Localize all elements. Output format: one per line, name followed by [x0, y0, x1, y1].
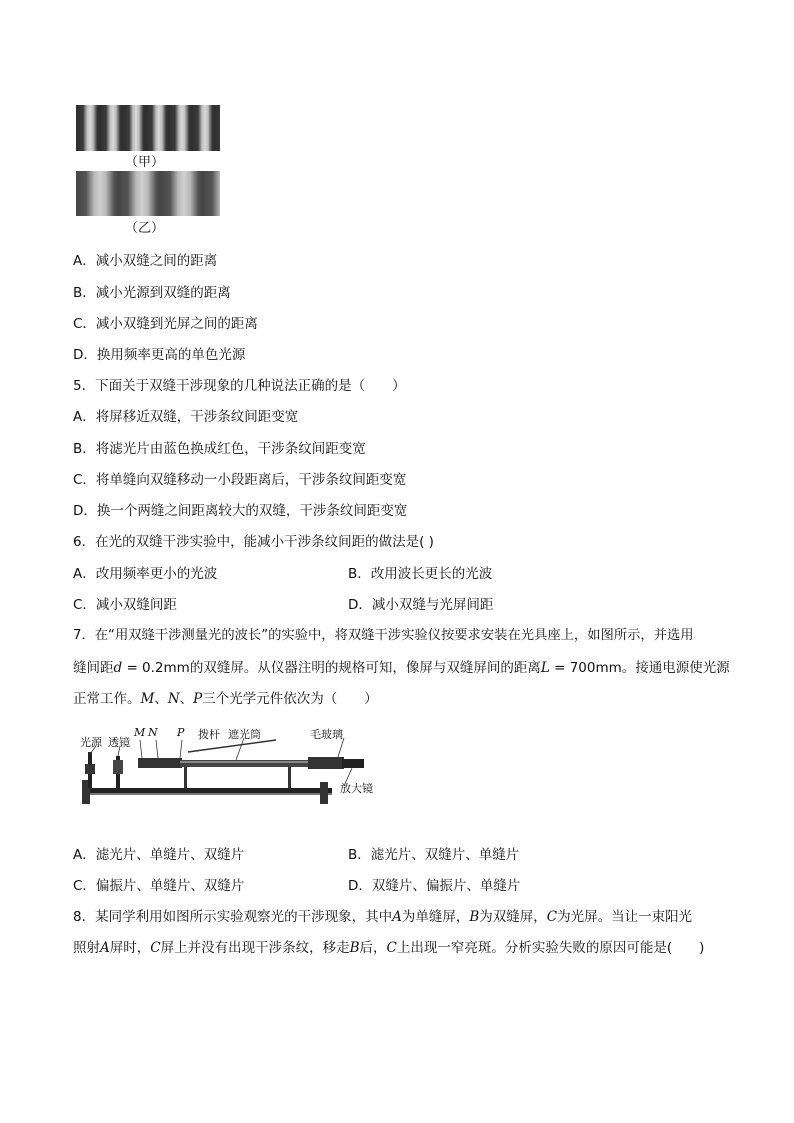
caption-jia: （甲）: [125, 155, 165, 170]
q8-stem-line2: 照射A屏时，C屏上并没有出现干涉条纹，移走B后，C上出现一窄亮斑。分析实验失败的原因可能是( ): [73, 940, 705, 956]
q7-option-d: D．双缝片、偏振片、单缝片: [348, 878, 521, 894]
q5-option-b: B．将滤光片由蓝色换成红色，干涉条纹间距变宽: [73, 441, 366, 457]
q7-option-b: B．滤光片、双缝片、单缝片: [348, 847, 520, 863]
label-light-source: 光源: [80, 736, 102, 749]
q8-stem-line1: 8．某同学利用如图所示实验观察光的干涉现象，其中A为单缝屏，B为双缝屏，C为光屏。当让一束阳光: [73, 909, 693, 925]
q7-stem-line3: 正常工作。M、N、P三个光学元件依次为（ ）: [73, 691, 378, 707]
q5-option-c: C．将单缝向双缝移动一小段距离后，干涉条纹间距变宽: [73, 472, 407, 488]
label-magnifier: 放大镜: [340, 782, 373, 795]
label-M: M: [134, 726, 146, 739]
var-d: d: [113, 660, 123, 676]
label-P: P: [177, 726, 185, 739]
var-M: M: [140, 691, 155, 707]
var-P: P: [193, 691, 203, 707]
label-lens: 透镜: [108, 736, 130, 749]
var-N: N: [167, 691, 180, 707]
q7-stem-line1: 7．在“用双缝干涉测量光的波长”的实验中，将双缝干涉实验仪按要求安装在光具座上，如图所示，并选用: [73, 628, 694, 643]
q7-option-c: C．偏振片、单缝片、双缝片: [73, 878, 245, 894]
q4-option-d: D．换用频率更高的单色光源: [73, 347, 246, 363]
fringe-image-jia: [76, 105, 220, 151]
var-L: L: [540, 660, 550, 676]
q6-option-d: D．减小双缝与光屏间距: [348, 597, 494, 613]
q4-option-b: B．减小光源到双缝的距离: [73, 285, 231, 301]
q6-option-c: C．减小双缝间距: [73, 597, 177, 613]
q6-option-b: B．改用波长更长的光波: [348, 566, 493, 582]
label-rod: 拨杆: [198, 728, 220, 741]
label-frosted-glass: 毛玻璃: [310, 728, 343, 741]
fringe-image-yi: [76, 171, 220, 216]
label-tube: 遮光筒: [228, 728, 261, 741]
label-N: N: [148, 726, 158, 739]
q5-option-d: D．换一个两缝之间距离较大的双缝，干涉条纹间距变宽: [73, 503, 408, 519]
q5-stem: 5．下面关于双缝干涉现象的几种说法正确的是（ ）: [73, 378, 406, 394]
q6-option-a: A．改用频率更小的光波: [73, 566, 218, 582]
q4-option-c: C．减小双缝到光屏之间的距离: [73, 316, 258, 332]
caption-yi: （乙）: [125, 221, 165, 236]
q5-option-a: A．将屏移近双缝，干涉条纹间距变宽: [73, 409, 299, 425]
q7-stem-line2: 缝间距d = 0.2mm的双缝屏。从仪器注明的规格可知，像屏与双缝屏间的距离L = 700mm。接通电源使光源: [73, 660, 730, 676]
q7-option-a: A．滤光片、单缝片、双缝片: [73, 847, 245, 863]
q4-option-a: A．减小双缝之间的距离: [73, 253, 218, 269]
apparatus-figure: [76, 724, 386, 816]
q6-stem: 6．在光的双缝干涉实验中，能减小干涉条纹间距的做法是( ): [73, 534, 434, 550]
